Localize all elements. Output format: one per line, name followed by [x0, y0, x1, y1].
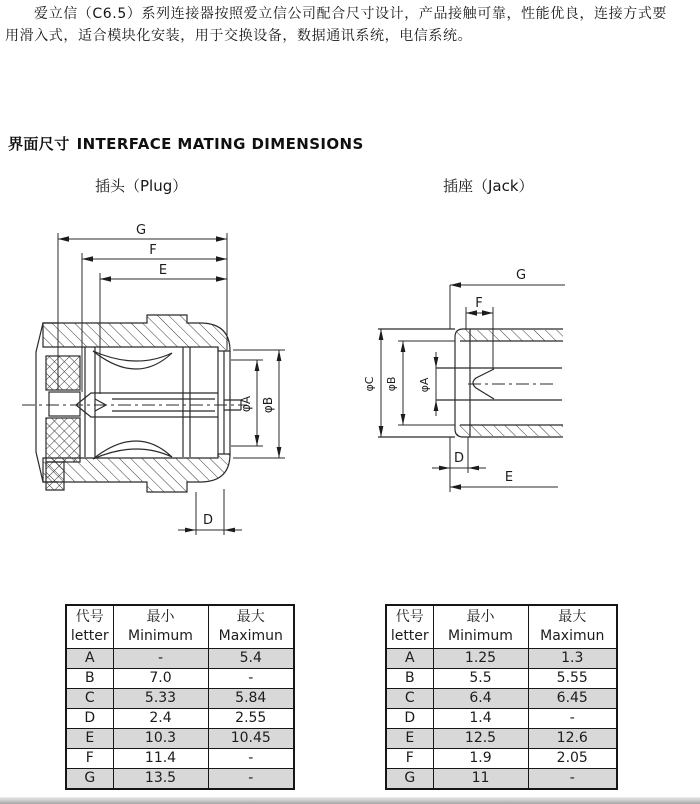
plug-dim-phi-a-label: φA: [239, 395, 253, 413]
table-row: [386, 689, 617, 709]
min-cell: 5.5: [433, 669, 528, 689]
minimum-column-header: [433, 605, 528, 649]
minimum-header-zh: 最小: [466, 609, 495, 625]
jack-dim-phi-b-label: φB: [385, 376, 398, 392]
letter-header-en: letter: [70, 628, 109, 644]
plug-dim-e-label: E: [158, 263, 168, 278]
min-cell: -: [113, 649, 208, 669]
plug-cable-hole: [49, 392, 80, 416]
max-cell: 5.84: [208, 689, 294, 709]
minimum-header-en: Minimum: [128, 628, 193, 644]
jack-dim-d: [432, 437, 486, 492]
letter-header-zh: 代号: [75, 609, 104, 625]
section-title-zh: 界面尺寸: [8, 135, 70, 153]
maximum-column-header: [528, 605, 617, 649]
jack-dim-e: [450, 470, 558, 490]
letter-cell: F: [66, 749, 113, 769]
letter-cell: B: [66, 669, 113, 689]
jack-top-wall: [457, 330, 563, 341]
min-cell: 6.4: [433, 689, 528, 709]
plug-dim-f-label: F: [149, 243, 157, 258]
jack-dim-d-label: D: [453, 451, 465, 466]
jack-dim-phi-c: [363, 329, 383, 437]
jack-label: 插座（Jack）: [443, 177, 534, 195]
jack-body-outline: [455, 329, 563, 437]
max-cell: -: [528, 709, 617, 729]
letter-cell: C: [386, 689, 433, 709]
table-row: [386, 649, 617, 669]
intro-paragraph: 爱立信（C6.5）系列连接器按照爱立信公司配合尺寸设计，产品接触可靠，性能优良，连接方式要用滑入式，适合模块化安装，用于交换设备，数据通讯系统，电信系统。: [5, 6, 668, 44]
min-cell: 7.0: [113, 669, 208, 689]
plug-dimensions-table: [65, 604, 295, 790]
letter-column-header: [386, 605, 433, 649]
plug-dim-d: [178, 489, 242, 535]
table-row: [66, 769, 294, 790]
table-row: [386, 749, 617, 769]
plug-dim-e: [100, 233, 227, 394]
maximum-header-zh: 最大: [558, 609, 587, 625]
minimum-header-en: Minimum: [448, 628, 513, 644]
table-row: [66, 709, 294, 729]
min-cell: 1.9: [433, 749, 528, 769]
section-title-en: INTERFACE MATING DIMENSIONS: [76, 135, 364, 153]
maximum-header-en: Maximun: [218, 628, 283, 644]
plug-dim-phi-b-label: φB: [261, 396, 275, 414]
table-header-row: [386, 605, 617, 649]
table-row: [66, 649, 294, 669]
jack-bottom-wall: [457, 425, 563, 436]
jack-dim-f-label: F: [475, 296, 483, 311]
min-cell: 5.33: [113, 689, 208, 709]
min-cell: 10.3: [113, 729, 208, 749]
max-cell: 6.45: [528, 689, 617, 709]
max-cell: 5.55: [528, 669, 617, 689]
plug-spring-leaf-bottom: [93, 441, 172, 459]
jack-dim-e-label: E: [504, 470, 514, 485]
max-cell: 2.05: [528, 749, 617, 769]
table-row: [386, 709, 617, 729]
jack-dim-phi-a: [418, 352, 438, 416]
plug-label: 插头（Plug）: [95, 177, 188, 195]
letter-cell: G: [386, 769, 433, 790]
plug-insulator-upper: [46, 356, 80, 390]
letter-header-zh: 代号: [395, 609, 424, 625]
letter-cell: A: [66, 649, 113, 669]
letter-column-header: [66, 605, 113, 649]
table-row: [66, 689, 294, 709]
max-cell: -: [208, 749, 294, 769]
minimum-header-zh: 最小: [146, 609, 175, 625]
minimum-column-header: [113, 605, 208, 649]
plug-dim-phi-a: [231, 360, 263, 446]
jack-technical-drawing: [363, 268, 565, 492]
maximum-column-header: [208, 605, 294, 649]
min-cell: 1.25: [433, 649, 528, 669]
table-header-row: [66, 605, 294, 649]
min-cell: 2.4: [113, 709, 208, 729]
letter-cell: F: [386, 749, 433, 769]
max-cell: -: [208, 769, 294, 790]
min-cell: 13.5: [113, 769, 208, 790]
plug-spring-leaf-top: [93, 351, 172, 369]
max-cell: 10.45: [208, 729, 294, 749]
table-row: [386, 729, 617, 749]
letter-cell: D: [386, 709, 433, 729]
max-cell: 5.4: [208, 649, 294, 669]
max-cell: 1.3: [528, 649, 617, 669]
max-cell: -: [208, 669, 294, 689]
table-row: [386, 669, 617, 689]
table-row: [66, 729, 294, 749]
plug-dim-g-label: G: [135, 223, 147, 238]
max-cell: -: [528, 769, 617, 790]
page-edge-shadow: [0, 797, 700, 804]
plug-dim-d-label: D: [202, 513, 214, 528]
plug-insulator-lower: [46, 418, 80, 462]
letter-cell: E: [386, 729, 433, 749]
plug-insulator-strip: [46, 462, 64, 490]
letter-cell: D: [66, 709, 113, 729]
plug-top-wall: [43, 315, 230, 351]
min-cell: 11.4: [113, 749, 208, 769]
jack-dim-phi-c-label: φC: [363, 376, 376, 392]
jack-dim-g-label: G: [515, 268, 527, 283]
letter-cell: E: [66, 729, 113, 749]
min-cell: 1.4: [433, 709, 528, 729]
maximum-header-en: Maximun: [540, 628, 605, 644]
letter-cell: B: [386, 669, 433, 689]
min-cell: 11: [433, 769, 528, 790]
plug-technical-drawing: [22, 223, 285, 535]
letter-cell: C: [66, 689, 113, 709]
letter-cell: A: [386, 649, 433, 669]
jack-dim-phi-a-label: φA: [418, 377, 431, 393]
min-cell: 12.5: [433, 729, 528, 749]
letter-header-en: letter: [390, 628, 429, 644]
jack-dimensions-table: [385, 604, 618, 790]
max-cell: 2.55: [208, 709, 294, 729]
table-row: [386, 769, 617, 790]
maximum-header-zh: 最大: [236, 609, 265, 625]
table-row: [66, 669, 294, 689]
jack-dim-g: [450, 268, 565, 329]
max-cell: 12.6: [528, 729, 617, 749]
table-row: [66, 749, 294, 769]
letter-cell: G: [66, 769, 113, 790]
